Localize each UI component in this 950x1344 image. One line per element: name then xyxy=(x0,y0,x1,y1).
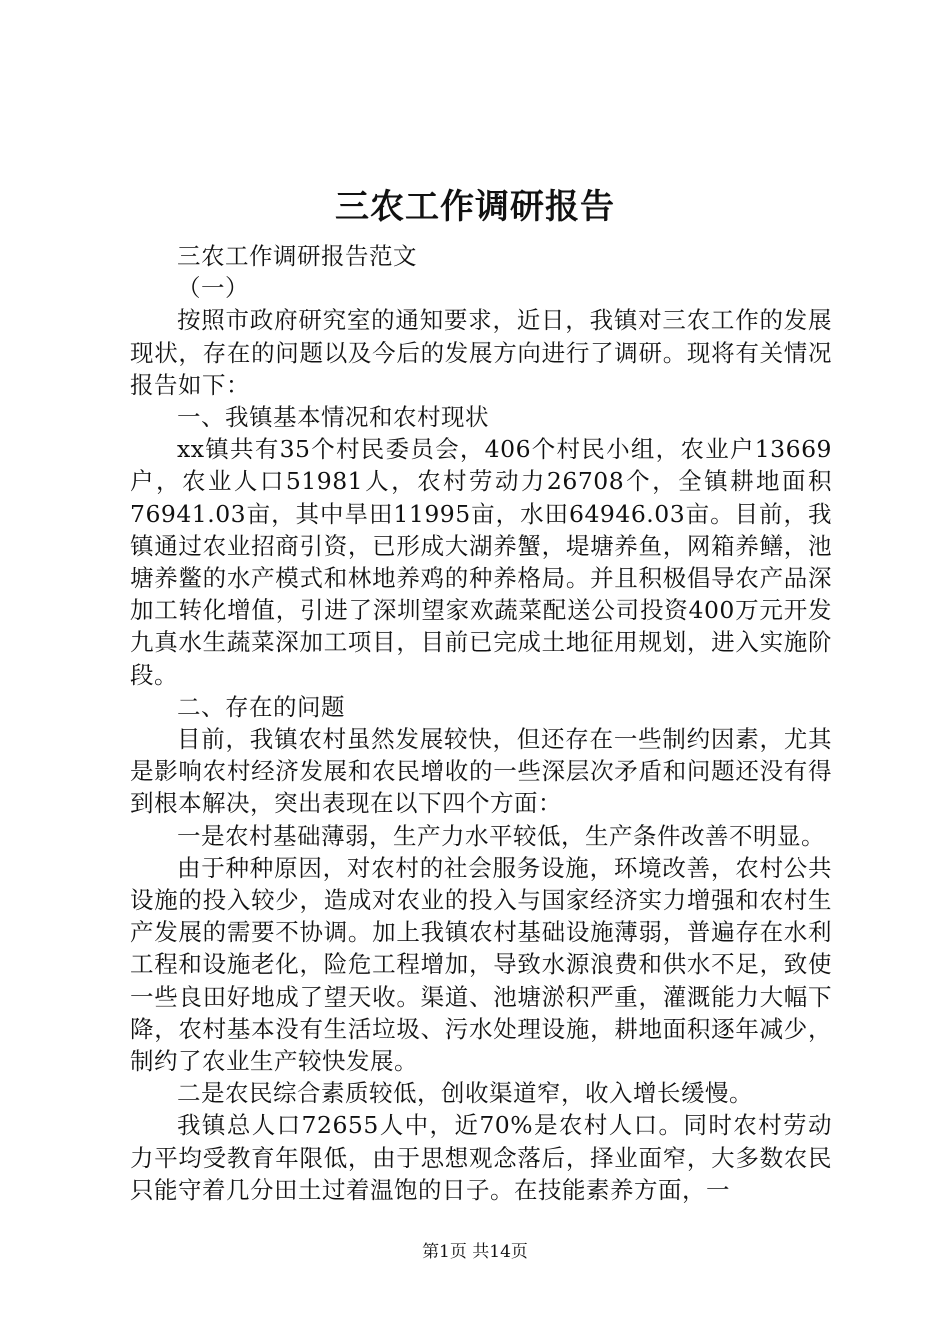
basic-situation-paragraph: xx镇共有35个村民委员会，406个村民小组，农业户13669户，农业人口51981人，农村劳动力26708个，全镇耕地面积76941.03亩，其中旱田11995亩，水田64946.03亩。目前，我镇通过农业招商引资，已形成大湖养蟹，堤塘养鱼，网箱养鳝，池塘养鳖的水产模式和林地养鸡的种养格局。并且积极倡导农产品深加工转化增值，引进了深圳望家欢蔬菜配送公司投资400万元开发九真水生蔬菜深加工项目，目前已完成土地征用规划，进入实施阶段。 xyxy=(130,435,832,689)
problem-one-paragraph: 由于种种原因，对农村的社会服务设施，环境改善，农村公共设施的投入较少，造成对农业的投入与国家经济实力增强和农村生产发展的需要不协调。加上我镇农村基础设施薄弱，普遍存在水利工程和设施老化，险危工程增加，导致水源浪费和供水不足，致使一些良田好地成了望天收。渠道、池塘淤积严重，灌溉能力大幅下降，农村基本没有生活垃圾、污水处理设施，耕地面积逐年减少，制约了农业生产较快发展。 xyxy=(130,853,832,1076)
problem-two-paragraph: 我镇总人口72655人中，近70%是农村人口。同时农村劳动力平均受教育年限低，由于思想观念落后，择业面窄，大多数农民只能守着几分田土过着温饱的日子。在技能素养方面，一 xyxy=(130,1111,832,1204)
document-title: 三农工作调研报告 xyxy=(335,187,615,227)
section-number-paragraph: （一） xyxy=(177,274,249,303)
subtitle-paragraph: 三农工作调研报告范文 xyxy=(177,242,417,270)
problems-intro-paragraph: 目前，我镇农村虽然发展较快，但还存在一些制约因素，尤其是影响农村经济发展和农民增收的一些深层次矛盾和问题还没有得到根本解决，突出表现在以下四个方面： xyxy=(130,725,832,818)
intro-paragraph: 按照市政府研究室的通知要求，近日，我镇对三农工作的发展现状，存在的问题以及今后的发展方向进行了调研。现将有关情况报告如下： xyxy=(130,306,832,399)
document-body xyxy=(130,240,832,1206)
heading-problems: 二、存在的问题 xyxy=(177,692,345,721)
problem-two-heading: 二是农民综合素质较低，创收渠道窄，收入增长缓慢。 xyxy=(177,1079,753,1108)
problem-one-heading: 一是农村基础薄弱，生产力水平较低，生产条件改善不明显。 xyxy=(177,821,825,850)
heading-basic-situation: 一、我镇基本情况和农村现状 xyxy=(177,403,489,432)
page-number-footer: 第1页 共14页 xyxy=(422,1242,528,1262)
